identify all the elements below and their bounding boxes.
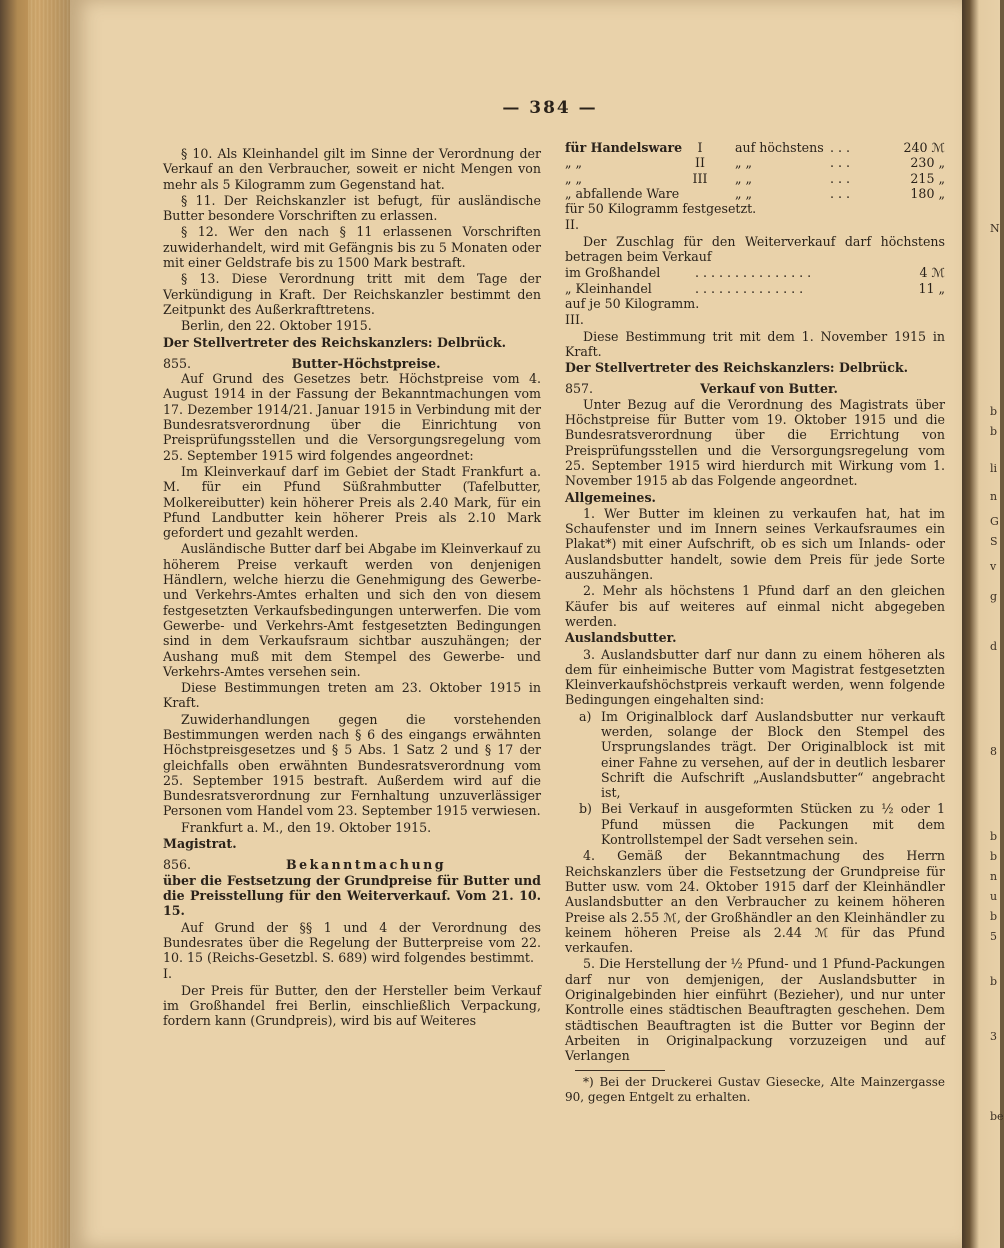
price-tail: für 50 Kilogramm festgesetzt. (565, 201, 757, 217)
price-row: „ „ II „ „ . . . 230 „ (565, 155, 945, 171)
adjacent-page-fragment: 3 (990, 1030, 997, 1043)
surcharge-tail: auf je 50 Kilogramm. (565, 295, 700, 311)
signature-delbrueck: Der Stellvertreter des Reichskanzlers: Delbrück. (163, 334, 507, 350)
place-date-frankfurt: Frankfurt a. M., den 19. Oktober 1915. (181, 819, 432, 835)
s855-paragraph-5: Zuwiderhandlungen gegen die vorstehenden Bestimmungen werden nach § 6 des eingangs erwähnten Höchstpreisgesetzes und § 5 Abs. 1 Satz 2 und § 17 der gleichfalls oben erwähnten Bundesratsverordnung vom 25. September 1915 bestraft. Außerdem wird auf die Bundesratsverordnung zur Fernhaltung unzuverlässiger Personen vom Handel vom 23. September 1915 verwiesen. (163, 711, 541, 819)
section-III: III. (565, 312, 584, 328)
adjacent-page-fragment: N (990, 222, 1000, 235)
signature-magistrat: Magistrat. (163, 836, 237, 852)
item-1: 1. Wer Butter im kleinen zu verkaufen hat, hat im Schaufenster und im Innern seines Verkaufsraumes ein Plakat*) mit einer Aufschrift, ob es sich um Inlands- oder Auslandsbutter handelt, sowie dem Preis für jede Sorte auszuhängen. (565, 505, 945, 583)
footnote: *) Bei der Druckerei Gustav Giesecke, Alte Mainzergasse 90, gegen Entgelt zu erhalten. (565, 1074, 945, 1104)
adjacent-page-fragment: G (990, 515, 999, 528)
item-4: 4. Gemäß der Bekanntmachung des Herrn Reichskanzlers über die Festsetzung der Grundpreise für Butter usw. vom 24. Oktober 1915 darf der Kleinhändler Auslandsbutter an den Verbraucher zu keinem höheren Preise als 2.55 ℳ, der Großhändler an den Kleinhändler zu keinem höheren Preise als 2.44 ℳ für das Pfund verkaufen. (565, 848, 945, 956)
signature-delbrueck-2: Der Stellvertreter des Reichskanzlers: Delbrück. (565, 360, 909, 376)
s856-paragraph-2: Der Preis für Butter, den der Hersteller beim Verkauf im Großhandel frei Berlin, einschließlich Verpackung, fordern kann (Grundpreis), wird bis auf Weiteres (163, 982, 541, 1029)
item-3a: a) Im Originalblock darf Auslandsbutter nur verkauft werden, solange der Block den Stempel des Ursprungslandes trägt. Der Originalblock ist mit einer Fahne zu versehen, auf der in deutlich lesbarer Schrift die Aufschrift „Auslandsbutter“ angebracht ist, (579, 708, 945, 801)
s855-paragraph-4: Diese Bestimmungen treten am 23. Oktober 1915 in Kraft. (163, 680, 541, 711)
adjacent-page-fragment: b (990, 850, 998, 863)
adjacent-page-fragment: n (990, 490, 998, 503)
paragraph-11: § 11. Der Reichskanzler ist befugt, für ausländische Butter besondere Vorschriften zu erlassen. (163, 192, 541, 224)
item-5: 5. Die Herstellung der ½ Pfund- und 1 Pfund-Packungen darf nur von demjenigen, der Auslandsbutter in Originalgebinden hier einführt (Bezieher), und nur unter Kontrolle eines städtischen Beauftragten geschehen. Dem städtischen Beauftragten ist die Butter vor Beginn der Arbeiten in Originalpackung vorzuzeigen und auf Verlangen (565, 956, 945, 1064)
price-row: „ abfallende Ware „ „ . . . 180 „ (565, 185, 945, 201)
adjacent-page-fragment: d (990, 640, 998, 653)
place-date-berlin: Berlin, den 22. Oktober 1915. (181, 318, 372, 334)
paragraph-12: § 12. Wer den nach § 11 erlassenen Vorschriften zuwiderhandelt, wird mit Gefängnis bis zu 5 Monaten oder mit einer Geldstrafe bis zu 1500 Mark bestraft. (163, 224, 541, 271)
s855-paragraph-1: Auf Grund des Gesetzes betr. Höchstpreise vom 4. August 1914 in der Fassung der Bekanntmachungen vom 17. Dezember 1914/21. Januar 1915 in Verbindung mit der Bundesratsverordnung über die Einrichtung von Preisprüfungsstellen und die Versorgungsregelung vom 25. September 1915 wird folgendes angeordnet: (163, 371, 541, 463)
adjacent-page-fragment: u (990, 890, 998, 903)
section-855-heading (163, 356, 541, 371)
adjacent-page-fragment: n (990, 870, 998, 883)
paragraph-13: § 13. Diese Verordnung tritt mit dem Tage der Verkündigung in Kraft. Der Reichskanzler bestimmt den Zeitpunkt des Außerkrafttretens. (163, 271, 541, 317)
heading-general: Allgemeines. (565, 489, 656, 505)
adjacent-page-fragment: g (990, 590, 998, 603)
price-row: für Handelsware I auf höchstens . . . 240 ℳ (565, 140, 945, 155)
adjacent-page-fragment: b (990, 405, 998, 418)
section-title: Bekanntmachung (285, 857, 447, 873)
right-column (565, 140, 945, 1106)
s857-paragraph-1: Unter Bezug auf die Verordnung des Magistrats über Höchstpreise für Butter vom 19. Oktober 1915 und die Bundesratsverordnung über die Errichtung von Preisprüfungsstellen und die Versorgungsregelung vom 25. September 1915 wird hierdurch mit Wirkung vom 1. November 1915 ab das Folgende angeordnet. (565, 396, 945, 489)
section-III-paragraph: Diese Bestimmung trit mit dem 1. November 1915 in Kraft. (565, 328, 945, 359)
s855-paragraph-3: Ausländische Butter darf bei Abgabe im Kleinverkauf zu höherem Preise verkauft werden von denjenigen Händlern, welche hierzu die Genehmigung des Gewerbe- und Verkehrs-Amtes erhalten und sich den von diesem festgesetzten Verkaufsbedingungen unterwerfen. Die vom Gewerbe- und Verkehrs-Amt festgesetzten Bedingungen sind in dem Verkaufsraum sichtbar auszuhängen; der Aushang muß mit dem Stempel des Gewerbe- und Verkehrs-Amtes versehen sein. (163, 541, 541, 679)
s856-paragraph-1: Auf Grund der §§ 1 und 4 der Verordnung des Bundesrates über die Regelung der Butterpreise vom 22. 10. 15 (Reichs-Gesetzbl. S. 689) wird folgendes bestimmt. (163, 919, 541, 966)
section-II: II. (565, 217, 579, 233)
adjacent-page-fragment: be (990, 1110, 1004, 1123)
page-number: — 384 — (502, 98, 598, 118)
section-title: Verkauf von Butter. (700, 381, 838, 397)
s856-subtitle: über die Festsetzung der Grundpreise für Butter und die Preisstellung für den Weiterverkauf. Vom 21. 10. 15. (163, 872, 541, 919)
adjacent-page-edge (962, 0, 1000, 1248)
adjacent-page-fragment: v (990, 560, 997, 573)
adjacent-page-fragment: 5 (990, 930, 997, 943)
price-table (565, 140, 945, 201)
surcharge-row: „ Kleinhandel . . . . . . . . . . . . . . 11 „ (565, 280, 945, 296)
section-number: 856. (163, 857, 192, 873)
section-857-heading (565, 381, 945, 396)
adjacent-page-fragment: S (990, 535, 998, 548)
section-title: Butter-Höchstpreise. (291, 355, 441, 371)
adjacent-page-fragment: 8 (990, 745, 997, 758)
adjacent-page-fragment: b (990, 830, 998, 843)
price-row: „ „ III „ „ . . . 215 „ (565, 170, 945, 186)
paragraph-10: § 10. Als Kleinhandel gilt im Sinne der Verordnung der Verkauf an den Verbraucher, soweit er nicht Mengen von mehr als 5 Kilogramm zum Gegenstand hat. (163, 146, 541, 192)
footnote-rule (575, 1070, 665, 1071)
section-II-paragraph: Der Zuschlag für den Weiterverkauf darf höchstens betragen beim Verkauf (565, 233, 945, 265)
heading-foreign-butter: Auslandsbutter. (565, 630, 677, 646)
section-856-heading (163, 857, 541, 872)
item-3: 3. Auslandsbutter darf nur dann zu einem höheren als dem für einheimische Butter vom Magistrat festgesetzten Kleinverkaufshöchstpreis verkauft werden, wenn folgende Bedingungen eingehalten sind: (565, 646, 945, 708)
item-2: 2. Mehr als höchstens 1 Pfund darf an den gleichen Käufer bis auf weiteres auf einmal nicht abgegeben werden. (565, 583, 945, 629)
section-number: 857. (565, 381, 594, 397)
s856-section-I: I. (163, 966, 172, 982)
section-number: 855. (163, 355, 192, 371)
s855-paragraph-2: Im Kleinverkauf darf im Gebiet der Stadt Frankfurt a. M. für ein Pfund Süßrahmbutter (Tafelbutter, Molkereibutter) kein höherer Preis als 2.40 Mark, für ein Pfund Landbutter kein höherer Preis als 2.10 Mark gefordert und gezahlt werden. (163, 463, 541, 541)
left-column (163, 146, 541, 1030)
adjacent-page-fragment: b (990, 975, 998, 988)
adjacent-page-fragment: b (990, 425, 998, 438)
adjacent-page-fragment: li (990, 462, 998, 475)
surcharge-row: im Großhandel . . . . . . . . . . . . . . . 4 ℳ (565, 265, 945, 281)
page-stack-edge (28, 0, 72, 1248)
adjacent-page-fragment: b (990, 910, 998, 923)
item-3b: b) Bei Verkauf in ausgeformten Stücken zu ½ oder 1 Pfund müssen die Packungen mit dem Kontrollstempel der Sadt versehen sein. (579, 801, 945, 848)
